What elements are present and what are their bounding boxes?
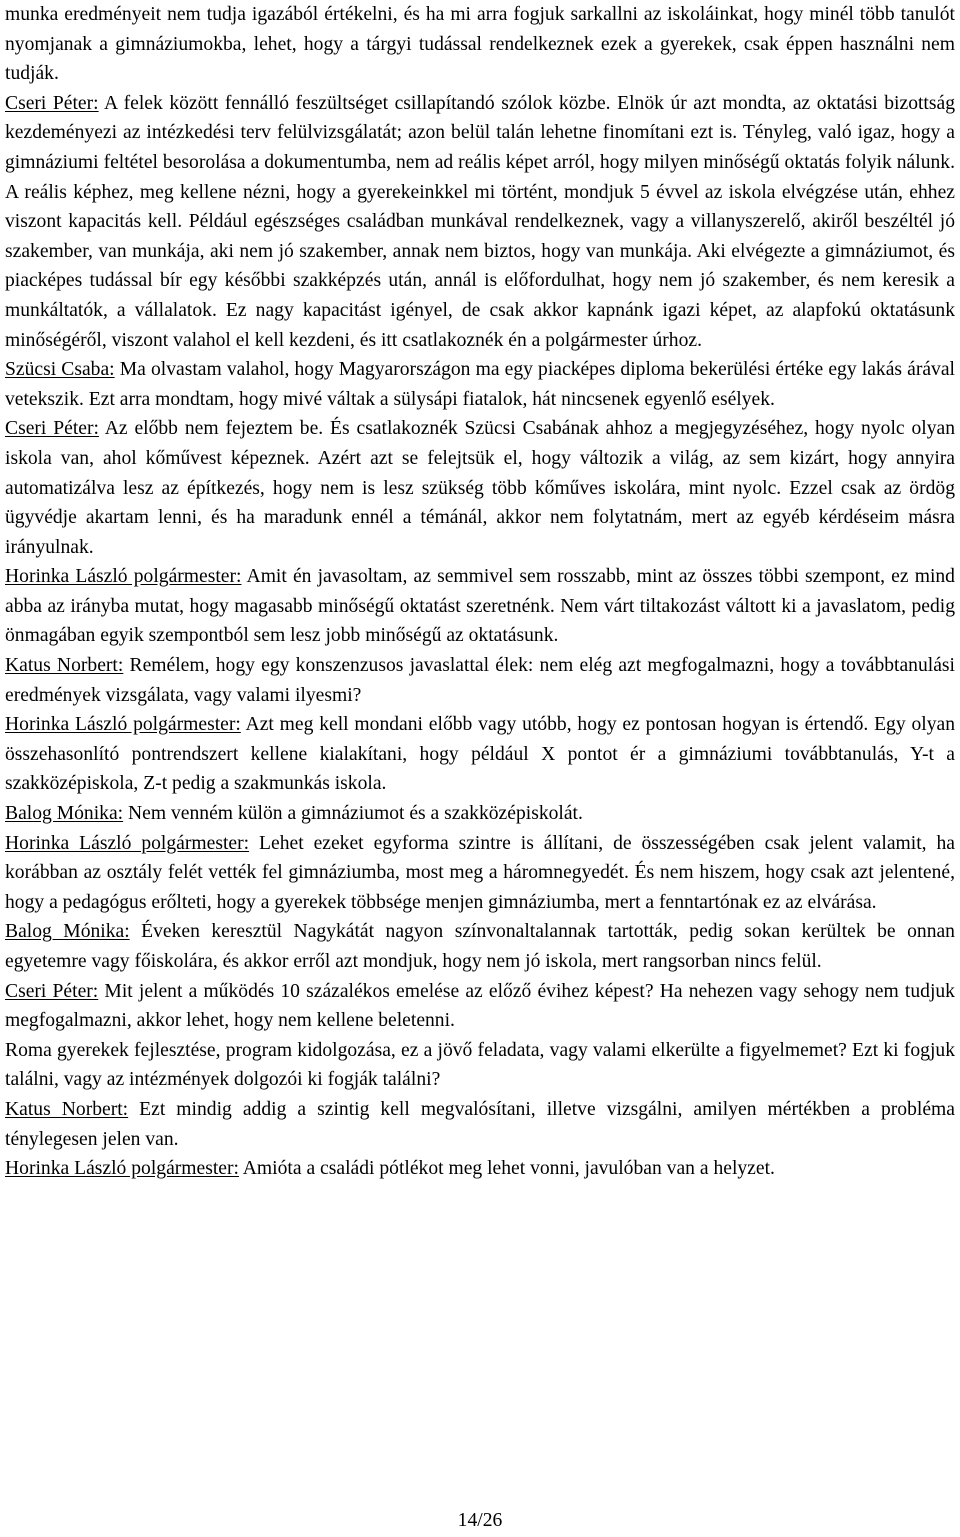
paragraph-text: A felek között fennálló feszültséget csillapítandó szólok közbe. Elnök úr azt mondta, az oktatási bizottság kezdeményezi az intézkedési terv felülvizsgálatát; azon belül talán lehetne finomítani ezt is. Tényleg, való igaz, hogy a gimnáziumi feltétel besorolása a dokumentumba, nem ad reális képet arról, hogy milyen minőségű oktatás folyik nálunk. A reális képhez, meg kellene nézni, hogy a gyerekeinkkel mi történt, mondjuk 5 évvel az iskola elvégzése után, ehhez viszont kapacitás kell. Például egészséges családban munkával rendelkeznek, vagy a villanyszerelő, akiről beszéltél jó szakember, van munkája, aki nem jó szakember, annak nem biztos, hogy van munkája. Aki elvégezte a gimnáziumot, és piacképes tudással bír egy későbbi szakképzés után, annál is előfordulhat, hogy nem jó szakember, és nem keresik a munkáltatók, a vállalatok. Ez nagy kapacitást igényel, de csak akkor kapnánk igazi képet, az alapfokú oktatásunk minőségéről, viszont valahol el kell kezdeni, és itt csatlakoznék én a polgármester úrhoz.	[5, 92, 955, 351]
paragraph-10	[5, 917, 955, 976]
paragraph-14	[5, 1154, 955, 1184]
paragraph-text: Azt meg kell mondani előbb vagy utóbb, hogy ez pontosan hogyan is értendő. Egy olyan összehasonlító pontrendszert kellene kialakítani, hogy például X pontot ér a gimnáziumi továbbtanulás, Y-t a szakközépiskola, Z-t pedig a szakmunkás iskola.	[5, 714, 955, 795]
paragraph-text: Mit jelent a működés 10 százalékos emelése az előző évihez képest? Ha nehezen vagy sehogy nem tudjuk megfogalmazni, akkor lehet, hogy nem kellene beletenni.	[5, 980, 955, 1032]
speaker-name: Balog Mónika:	[5, 803, 124, 825]
paragraph-8	[5, 799, 955, 829]
paragraph-text: Ma olvastam valahol, hogy Magyarországon ma egy piacképes diploma bekerülési értéke egy lakás árával vetekszik. Ezt arra mondtam, hogy mivé váltak a sülysápi fiatalok, hát nincsenek egyenlő esélyek.	[5, 359, 955, 410]
speaker-name: Cseri Péter:	[5, 92, 99, 114]
paragraph-text: Lehet ezeket egyforma szintre is állítani, de összességében csak jelent valamit, ha korábban az osztály felét vették fel gimnáziumba, most meg a háromnegyedét. És nem hiszem, hogy csak azt jelentené, hogy a pedagógus erőlteti, hogy a gyerekek többsége menjen gimnáziumba, mert a fenntartónak ez az elvárása.	[5, 832, 955, 913]
speaker-name: Cseri Péter:	[5, 980, 99, 1002]
paragraph-9	[5, 829, 955, 918]
paragraph-text: Az előbb nem fejeztem be. És csatlakoznék Szücsi Csabának ahhoz a megjegyzéséhez, hogy nyolc olyan iskola van, ahol kőművest képeznek. Azért azt se felejtsük el, hogy változik a világ, az sem kizárt, hogy annyira automatizálva lesz az építkezés, hogy nem is lesz szükség több kőműves iskolára, mint nyolc. Ezzel csak az ördög ügyvédje akartam lenni, és ha maradunk ennél a témánál, akkor nem folytatnám, mert az egyéb kérdéseim másra irányulnak.	[5, 418, 955, 558]
paragraph-3	[5, 355, 955, 414]
speaker-name: Horinka László polgármester:	[5, 1158, 239, 1180]
paragraph-text: Éveken keresztül Nagykátát nagyon színvonaltalannak tartották, pedig sokan kerültek be onnan egyetemre vagy főiskolára, és akkor erről azt mondjuk, hogy nem jó iskola, mert rangsorban nincs felül.	[5, 921, 955, 972]
document-page	[5, 0, 955, 1184]
paragraph-text: munka eredményeit nem tudja igazából értékelni, és ha mi arra fogjuk sarkallni az iskoláinkat, hogy minél több tanulót nyomjanak a gimnáziumokba, lehet, hogy a tárgyi tudással rendelkeznek ezek a gyerekek, csak éppen használni nem tudják.	[5, 4, 955, 85]
paragraph-text: Roma gyerekek fejlesztése, program kidolgozása, ez a jövő feladata, vagy valami elkerülte a figyelmemet? Ezt ki fogjuk találni, vagy az intézmények dolgozói ki fogják találni?	[5, 1039, 955, 1091]
speaker-name: Horinka László polgármester:	[5, 714, 241, 736]
paragraph-7	[5, 710, 955, 799]
paragraph-2	[5, 89, 955, 355]
paragraph-6	[5, 651, 955, 710]
paragraph-11	[5, 977, 955, 1036]
speaker-name: Horinka László polgármester:	[5, 832, 250, 854]
paragraph-text: Amióta a családi pótlékot meg lehet vonni, javulóban van a helyzet.	[238, 1158, 775, 1180]
paragraph-text: Ezt mindig addig a szintig kell megvalósítani, illetve vizsgálni, amilyen mértékben a probléma ténylegesen jelen van.	[5, 1098, 955, 1150]
paragraph-5	[5, 562, 955, 651]
paragraph-4	[5, 414, 955, 562]
paragraph-text: Nem venném külön a gimnáziumot és a szakközépiskolát.	[123, 803, 583, 825]
speaker-name: Balog Mónika:	[5, 921, 130, 943]
speaker-name: Katus Norbert:	[5, 655, 124, 677]
speaker-name: Szücsi Csaba:	[5, 359, 115, 381]
page-number: 14/26	[457, 1510, 503, 1531]
paragraph-1	[5, 0, 955, 89]
paragraph-12	[5, 1036, 955, 1095]
speaker-name: Horinka László polgármester:	[5, 566, 242, 588]
paragraph-text: Remélem, hogy egy konszenzusos javaslattal élek: nem elég azt megfogalmazni, hogy a továbbtanulási eredmények vizsgálata, vagy valami ilyesmi?	[5, 655, 955, 706]
speaker-name: Katus Norbert:	[5, 1098, 129, 1120]
paragraph-13	[5, 1095, 955, 1154]
speaker-name: Cseri Péter:	[5, 418, 99, 440]
paragraph-text: Amit én javasoltam, az semmivel sem rosszabb, mint az összes többi szempont, ez mind abba az irányba mutat, hogy magasabb minőségű oktatást szeretnénk. Nem várt tiltakozást váltott ki a javaslatom, pedig önmagában egyik szempontból sem lesz jobb minőségű az oktatásunk.	[5, 566, 955, 647]
